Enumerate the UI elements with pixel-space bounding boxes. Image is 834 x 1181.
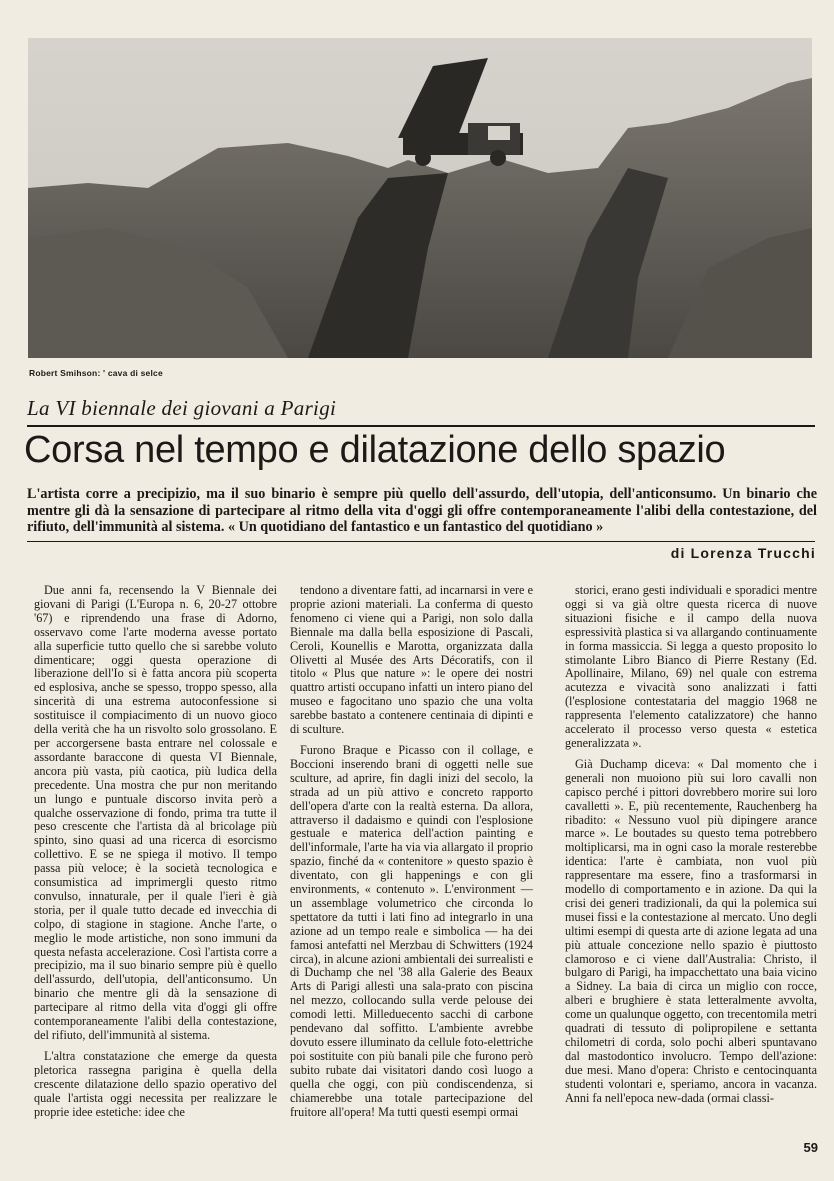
rule-divider: [27, 425, 815, 427]
paragraph: Due anni fa, recensendo la V Biennale dei giovani di Parigi (L'Europa n. 6, 20-27 ottobre '67) e riprendendo una frase di Adorno, osservavo come l'arte moderna avesse portato alla superficie tutto quello che si sarebbe voluto dimenticare; oggi questa operazione di liberazione dell'Io si è fatta ancora più scoperta ed esplosiva, anche se spesso, troppo spesso, alla sincerità di una estrema autoconfessione si sostituisce il compiacimento di un nuovo gioco della verità che ha un risvolto solo grossolano. E per accorgersene basta entrare nel colossale e assordante baraccone di questa VI Biennale, ancora più vasta, più caotica, più ludica della precedente. Una mostra che pur non meritando un lungo e puntuale discorso invita però a qualche osservazione di fondo, prima tra tutte il peso crescente che l'artista dà al bricolage più spinto, sino quasi ad una ricerca di esorcismo collettivo. E se ne spiega il motivo. Il tempo passa più veloce; è la società tecnologica e consumistica ad imprimergli questo ritmo convulso, innaturale, per il quale l'ieri è già storia, per il quale tutto decade ed invecchia di colpo, di stagione in stagione. Anche l'arte, o meglio le mode artistiche, non sono immuni da questa nefasta accelerazione. Così l'artista corre a precipizio, ma il suo binario sempre più è quello dell'assurdo, dell'utopia, dell'anticonsumo. Un binario che mentre gli dà la sensazione di partecipare al ritmo della vita d'oggi gli offre contemporaneamente l'alibi della contestazione, del rifiuto, dell'immunità al sistema.: [34, 583, 277, 1042]
article-photo: [28, 38, 812, 358]
paragraph: storici, erano gesti individuali e sporadici mentre oggi si va già oltre questa ricerca di nuove situazioni fisiche e il campo della nuova espressività plastica si va allargando continuamente in forma massiccia. Si legga a questo proposito lo stimolante Libro Bianco di Pierre Restany (Ed. Apollinaire, Milano, 69) nel quale con estrema acutezza e vivacità sono analizzati i fatti (l'esplosione contestataria del maggio 1968 ne rappresenta l'elemento catalizzatore) che hanno accelerato il processo verso questa « estetica generalizzata ».: [565, 583, 817, 750]
text-column-3: [565, 584, 817, 1106]
headline: Corsa nel tempo e dilatazione dello spazio: [24, 429, 726, 471]
paragraph: L'altra constatazione che emerge da questa pletorica rassegna parigina è quella della crescente dilatazione dello spazio operativo del quale l'artista oggi necessita per realizzare le proprie idee estetiche: idee che: [34, 1048, 277, 1119]
paragraph: Già Duchamp diceva: « Dal momento che i generali non muoiono più sui loro cavalli non capisco perché i pittori dovrebbero morire sui loro cavalletti ». E, più recentemente, Rauchenberg ha ribadito: « Nessuno vuol più dipingere arance marce ». Le boutades su questo tema potrebbero moltiplicarsi, ma in ogni caso la morale resterebbe identica: l'arte è cambiata, non vuol più rappresentare ma essere, fino a trasformarsi in modello di comportamento e in azione. Da qui la crisi dei generi tradizionali, da qui la polemica sui musei fissi e la contestazione al mercato. Uno degli ultimi esempi di questa arte di azione legata ad una più attuale concezione nello spazio è piuttosto clamoroso e ci viene dall'Australia: Christo, il bulgaro di Parigi, ha impacchettato una baia vicino a Sidney. La baia di circa un miglio con rocce, alberi e brughiere è stata letteralmente avvolta, come un qualunque oggetto, con trecentomila metri quadrati di tessuto di polipropilene e settanta chilometri di corda, solo pochi alberi spuntavano dal mastodontico involucro. Tempo dell'azione: due mesi. Mano d'opera: Christo e centocinquanta studenti volontari e, speriamo, ancora in vacanza. Anni fa nell'epoca new-dada (ormai classi-: [565, 756, 817, 1105]
text-column-2: [290, 584, 533, 1119]
paragraph: tendono a diventare fatti, ad incarnarsi in vere e proprie azioni materiali. La conferma di questo fenomeno ci viene qui a Parigi, non solo dalla Biennale ma dalla bella esposizione di Pascali, Ceroli, Kounellis e Marotta, organizzata dalla Olivetti al Musée des Arts Décoratifs, con il titolo « Plus que nature »: le opere dei nostri quattro artisti occupano infatti un intero piano del museo e fagocitano uno spazio che una volta sarebbe bastato a contenere centinaia di dipinti e di sculture.: [290, 583, 533, 737]
text-column-1: [34, 584, 277, 1119]
page-number: 59: [803, 1140, 818, 1155]
paragraph: Furono Braque e Picasso con il collage, e Boccioni inserendo brani di oggetti nelle sue sculture, ad aprire, fin dagli inizi del secolo, la strada ad un più attivo e concreto rapporto dell'opera d'arte con la realtà esterna. Da allora, attraverso il dadaismo e quindi con l'esplosione gestuale e materica dell'action painting e dell'informale, l'arte ha via via allargato il proprio spazio, finché da « contenitore » questo spazio è diventato, con gli happenings e con gli environments, « contenuto ». L'environment — un assemblage volumetrico che circonda lo spettatore da tutti i lati fino ad integrarlo in una azione ad un tempo reale e simbolica — ha dei famosi antefatti nel Merzbau di Schwitters (1924 circa), in alcune azioni ambientali dei surrealisti e di Duchamp che nel '38 alla Galerie des Beaux Arts di Parigi allestì una sala-prato con piscina nel mezzo, collocando sulla verde pelouse dei comodi letti. Milleduecento sacchi di carbone pendevano dal soffitto. L'ambiente avrebbe dovuto essere illuminato da cellule foto-elettriche poi sostituite con più banali pile che furono però subito rubate dai visitatori dando così luogo a quella che oggi, con più condiscendenza, si chiamerebbe una totale partecipazione del fruitore all'opera! Ma tutti questi esempi ormai: [290, 742, 533, 1119]
photo-caption: Robert Smihson: ' cava di selce: [29, 368, 163, 378]
quarry-truck-illustration: [28, 38, 812, 358]
standfirst: L'artista corre a precipizio, ma il suo binario è sempre più quello dell'assurdo, dell'utopia, dell'anticonsumo. Un binario che mentre gli dà la sensazione di partecipare al ritmo della vita d'oggi gli offre contemporaneamente l'alibi della contestazione, del rifiuto, dell'immunità al sistema. « Un quotidiano del fantastico e un fantastico del quotidiano »: [27, 486, 817, 535]
byline: di Lorenza Trucchi: [670, 545, 816, 561]
kicker: La VI biennale dei giovani a Parigi: [27, 396, 337, 420]
rule-divider: [27, 541, 815, 542]
